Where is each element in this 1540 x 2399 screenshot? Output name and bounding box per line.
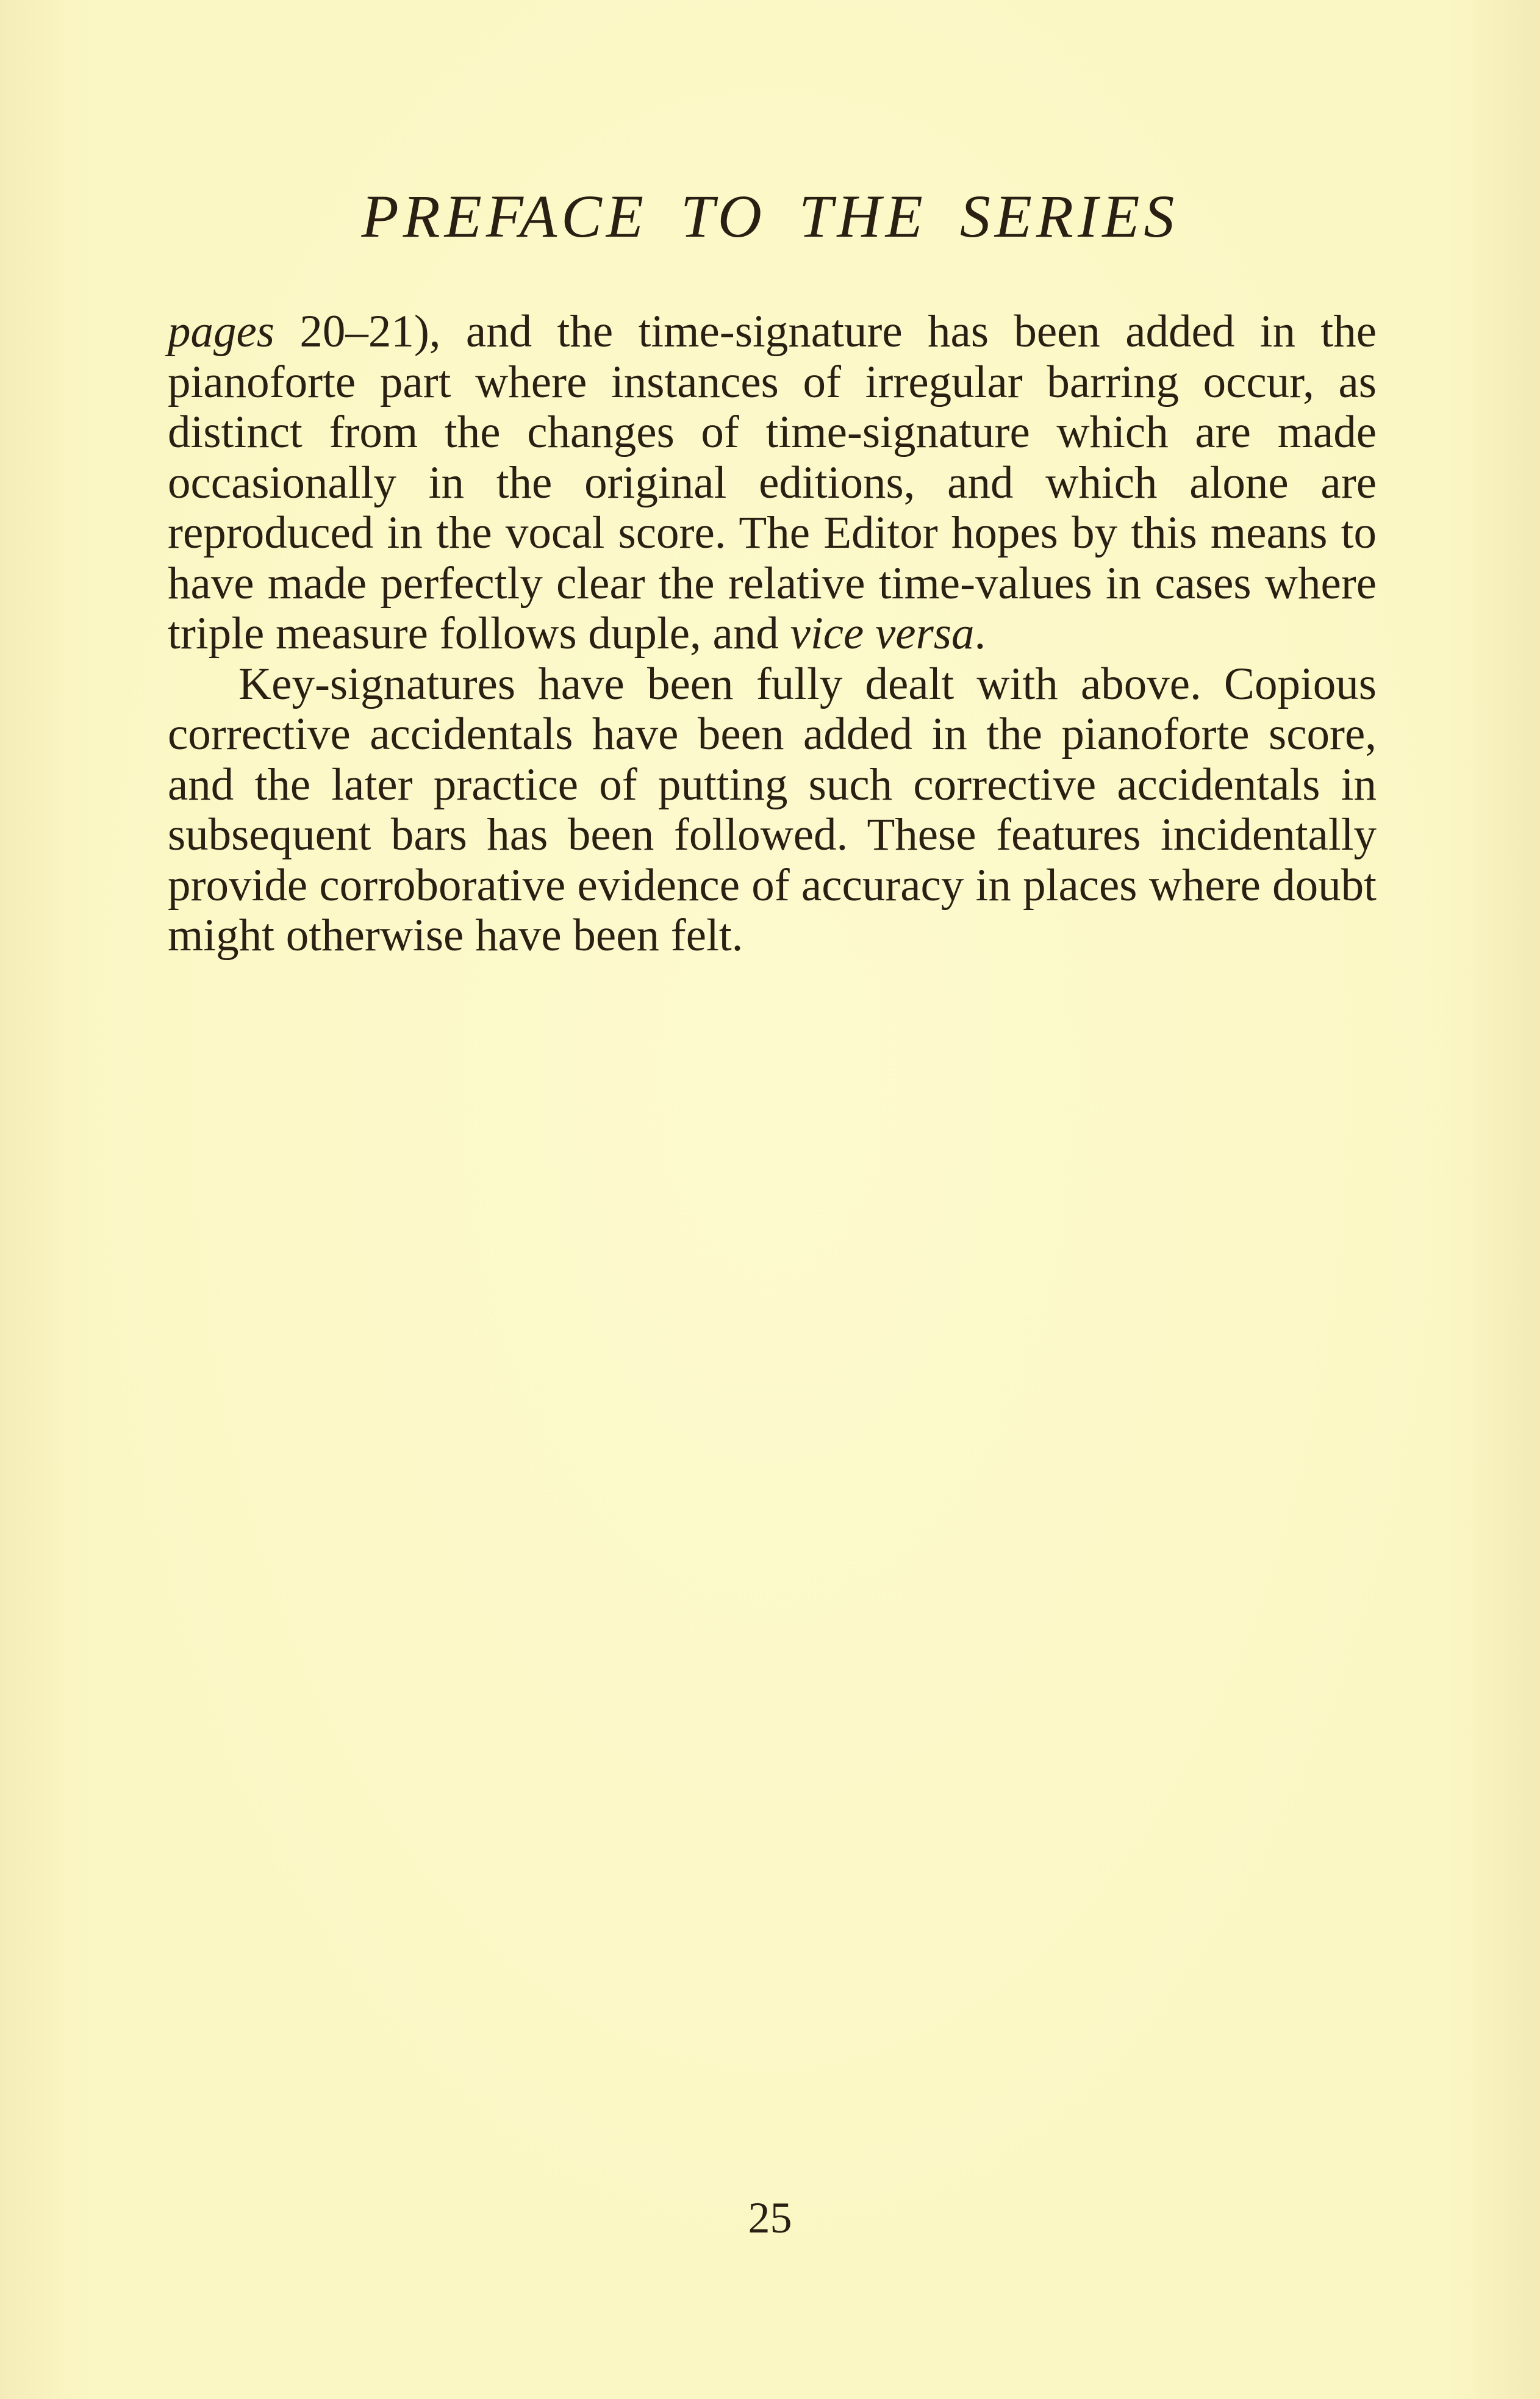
paragraph-text: 20–21), and the time-signature has been added in the pianoforte part where instances of irregular barring occur, as distinct from the changes of time-signature which are made occasionally in the original editions, and which alone are reproduced in the vocal score. The Editor hopes by this means to have made perfectly clear the relative time-values in cases where triple measure follows duple, and	[168, 306, 1377, 659]
paragraph-continuation	[168, 307, 1377, 659]
paragraph-text: Key-signatures have been fully dealt with above. Copious corrective accidentals have been added in the pianoforte score, and the later practice of putting such corrective accidentals in subsequent bars has been followed. These features incidentally provide corroborative evidence of accuracy in places where doubt might otherwise have been felt.	[168, 658, 1377, 961]
body-text	[168, 307, 1377, 961]
paragraph-end-punctuation: .	[974, 608, 986, 659]
paragraph-key-signatures	[168, 659, 1377, 961]
italic-word-pages: pages	[168, 306, 274, 357]
italic-phrase-vice-versa: vice versa	[790, 608, 975, 659]
page-number: 25	[748, 2193, 792, 2242]
running-head: PREFACE TO THE SERIES	[361, 182, 1179, 250]
